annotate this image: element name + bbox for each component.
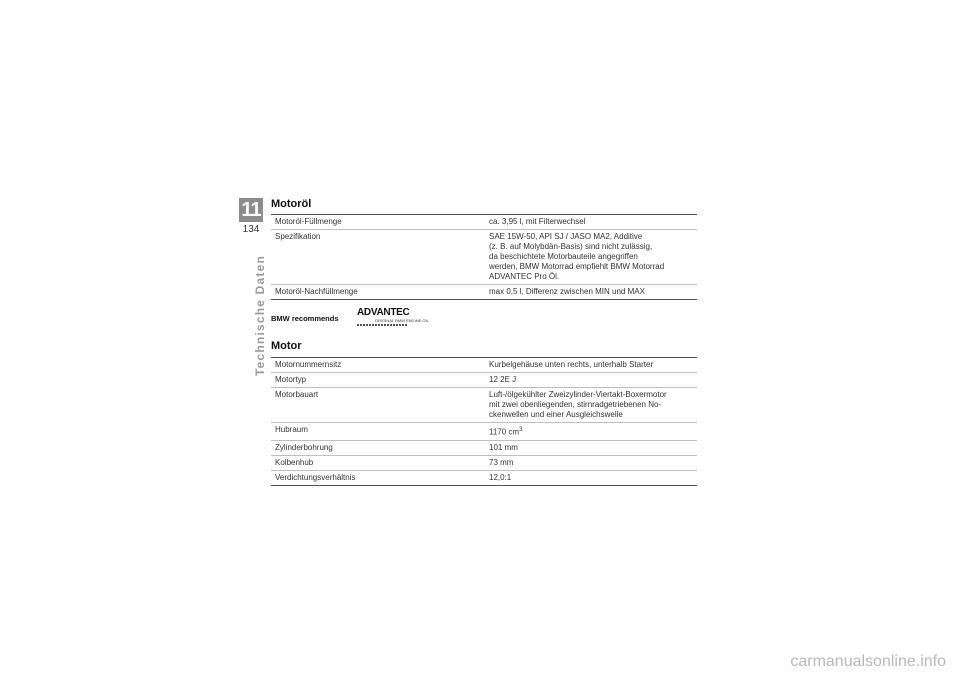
motoroel-table	[271, 214, 697, 300]
advantec-logo	[357, 308, 427, 326]
row-label: Motoröl-Füllmenge	[275, 217, 342, 226]
row-label: Kolbenhub	[275, 457, 314, 467]
watermark-text: carmanualsonline.info	[790, 653, 946, 670]
chapter-number: 11	[239, 198, 263, 222]
hubraum-value: 1170 cm	[489, 427, 520, 437]
row-value: 73 mm	[489, 457, 514, 467]
row-value: SAE 15W-50, API SJ / JASO MA2, Additive (z. B. auf Molybdän-Basis) sind nicht zulässig, da beschichtete Motorbauteile angegriffen werden, BMW Motorrad empfiehlt BMW Motorrad ADVANTEC Pro Öl.	[489, 232, 665, 281]
table-row	[271, 440, 697, 455]
row-value: 101 mm	[489, 442, 518, 452]
table-row	[271, 285, 697, 300]
recommends-label: BMW recommends	[271, 314, 339, 323]
page-number: 134	[242, 224, 260, 235]
row-label: Verdichtungsverhältnis	[275, 472, 356, 482]
row-label: Motortyp	[275, 375, 307, 384]
table-row	[271, 373, 697, 388]
table-row	[271, 455, 697, 470]
row-label: Spezifikation	[275, 232, 321, 241]
row-value: 12 2E J	[489, 375, 517, 384]
row-label: Zylinderbohrung	[275, 442, 333, 452]
brand-subtitle: ORIGINAL BMW ENGINE OIL	[375, 318, 429, 323]
logo-stripe	[357, 324, 407, 326]
motor-heading: Motor	[271, 340, 302, 352]
chapter-title: Technische Daten	[253, 254, 267, 376]
table-row	[271, 470, 697, 485]
table-row	[271, 230, 697, 285]
table-row	[271, 388, 697, 423]
row-label: Motornummernsitz	[275, 360, 342, 369]
motoroel-heading: Motoröl	[271, 198, 312, 210]
row-label: Motorbauart	[275, 390, 319, 399]
row-value: max 0,5 l, Differenz zwischen MIN und MAX	[489, 287, 645, 296]
table-row	[271, 358, 697, 373]
row-label: Motoröl-Nachfüllmenge	[275, 287, 358, 296]
table-row	[271, 423, 697, 441]
row-value: 12,0:1	[489, 472, 512, 482]
unit-exponent: 3	[519, 427, 523, 433]
row-value	[485, 423, 697, 441]
brand-name: ADVANTEC	[357, 307, 410, 318]
row-value: ca. 3,95 l, mit Filterwechsel	[489, 217, 586, 226]
row-value: Luft-/ölgekühlter Zweizylinder-Viertakt-Boxermotor mit zwei obenliegenden, stirnradgetriebenen No- ckenwellen und einer Ausgleichswelle	[489, 390, 667, 419]
chapter-marker	[239, 198, 263, 235]
motor-table	[271, 357, 697, 486]
row-label: Hubraum	[275, 425, 308, 434]
row-value: Kurbelgehäuse unten rechts, unterhalb Starter	[489, 360, 654, 369]
table-row	[271, 215, 697, 230]
